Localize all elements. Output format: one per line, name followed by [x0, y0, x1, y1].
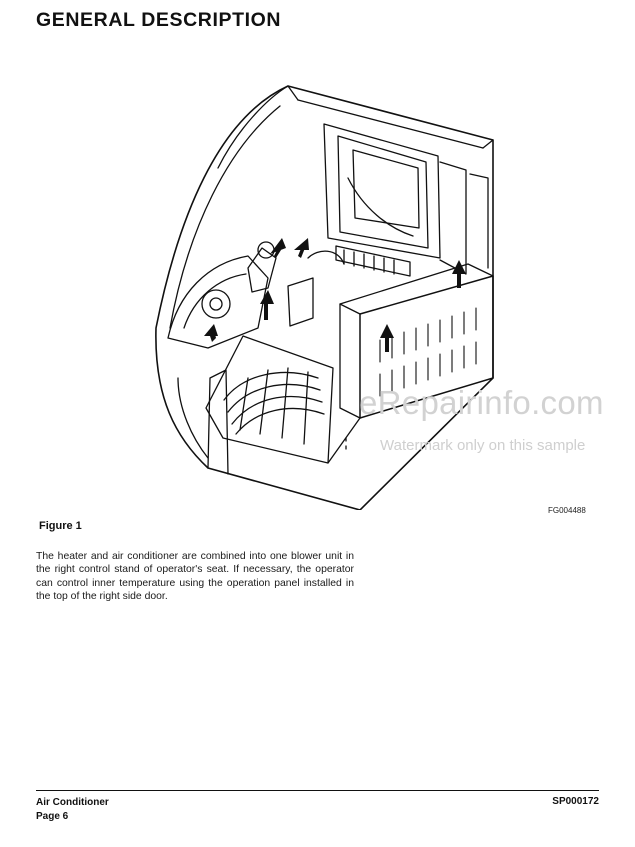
watermark-subtext: Watermark only on this sample [380, 437, 586, 454]
page-title: GENERAL DESCRIPTION [36, 9, 282, 31]
footer-page-number: Page 6 [36, 811, 69, 822]
figure-code: FG004488 [548, 506, 586, 515]
figure-caption: Figure 1 [39, 520, 82, 532]
footer-left [36, 796, 109, 824]
footer-section-name: Air Conditioner [36, 797, 109, 808]
footer-divider [36, 790, 599, 791]
watermark-text: eRepairinfo.com [359, 384, 604, 421]
footer-document-code: SP000172 [552, 796, 599, 807]
description-paragraph: The heater and air conditioner are combined into one blower unit in the right control stand of operator's seat. If necessary, the operator can control inner temperature using the operation panel installed in the top of the right side door. [36, 551, 354, 603]
